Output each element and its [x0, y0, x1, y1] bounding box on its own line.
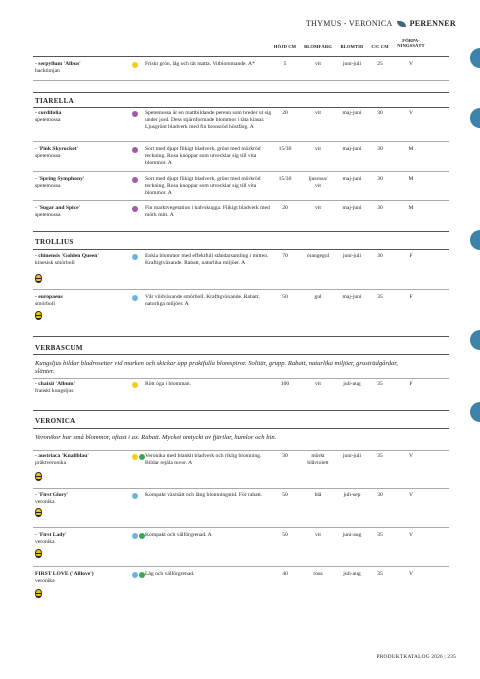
section-title-tiarella: TIARELLA [35, 97, 74, 105]
cell-time: juni-aug [342, 532, 362, 538]
site-indicators [132, 111, 138, 117]
cell-time: juli-aug [343, 381, 361, 387]
plant-name [35, 176, 125, 190]
col-header-height: HÖJD CM [273, 44, 297, 49]
section-title-trollius: TROLLIUS [35, 238, 74, 246]
cell-time: maj-juni [342, 146, 362, 152]
site-indicators [132, 206, 138, 212]
plant-common-name: spetemossa [35, 183, 61, 189]
blue-dot-icon [132, 572, 138, 578]
plant-name [35, 532, 125, 546]
cell-cc: 30 [377, 205, 383, 211]
plant-latin-name: - cordifolia [35, 110, 62, 116]
cell-time: juni-juli [342, 61, 362, 67]
plant-description: Spetemossa är en mattbildande perenn som breder ut sig under jord. Dess stjärnformade blommor i täta klasar. Ljusgrönt bladverk med fin bronsröd höstfärg. A [145, 110, 272, 130]
plant-description: Friskt grön, låg och tät matta. Vitblommande. A* [145, 61, 255, 67]
row-divider [33, 566, 449, 567]
cell-cc: 35 [377, 532, 383, 538]
row-divider [33, 141, 449, 142]
plant-latin-name: - chinensis 'Golden Queen' [35, 253, 99, 259]
cell-cc: 30 [377, 253, 383, 259]
plant-description: Sort med djupt flikigt bladverk, grönt med mörkröd teckning. Rosa knoppar som utvecklar sig till vita blommor. A [145, 146, 261, 166]
plant-description: Sort med djupt flikigt bladverk, grönt med mörkröd teckning. Rosa knoppar som utvecklar sig till vita blommor. A [145, 176, 261, 196]
purple-dot-icon [132, 147, 138, 153]
section-title-verbascum: VERBASCUM [35, 344, 83, 352]
cell-height: 40 [282, 571, 288, 577]
bee-icon [35, 589, 42, 598]
plant-name [35, 253, 125, 267]
plant-latin-name: FIRST LOVE ('Alllove') [35, 571, 94, 577]
row-divider [33, 171, 449, 172]
cell-pack: F [409, 381, 413, 387]
cell-pack: V [408, 532, 414, 538]
cell-height: 50 [282, 492, 288, 498]
plant-common-name: spetemossa [35, 153, 61, 159]
section-rule [33, 410, 449, 411]
plant-latin-name: - chaixii 'Album' [35, 381, 76, 387]
cell-pack: M [408, 176, 414, 182]
plant-name [35, 294, 125, 308]
plant-common-name: veronika [35, 539, 55, 545]
section-rule [33, 249, 449, 250]
cell-time: maj-juni [342, 110, 362, 116]
plant-name [35, 492, 125, 506]
plant-name [35, 205, 125, 219]
cell-height: 15/30 [278, 146, 292, 152]
header-category: PERENNER [409, 19, 456, 28]
section-intro-verbascum: Kungsljus bildar bladrosetter vid marken och skickar upp praktfulla blomspiror. Solitär, grupp. Rabatt, naturlika miljöer, grusträdgårdar, slänter. [35, 360, 398, 375]
cell-pack: M [408, 205, 414, 211]
cell-height: 50 [282, 532, 288, 538]
plant-description: Kompakt växtsätt och lång blomningstid. För rabatt. [145, 492, 263, 498]
cell-cc: 25 [377, 61, 383, 67]
section-rule [33, 107, 449, 108]
cell-height: 20 [282, 110, 288, 116]
plant-common-name: franskt kungsljus [35, 388, 74, 394]
site-indicators [132, 254, 138, 260]
plant-latin-name: - serpyllum 'Albus' [35, 61, 81, 67]
section-title-veronica: VERONICA [35, 417, 76, 425]
col-header-pack [393, 38, 429, 48]
cell-color: blå [314, 492, 322, 498]
cell-pack: V [408, 110, 414, 116]
plant-common-name: spetemossa [35, 117, 61, 123]
row-divider [33, 488, 449, 489]
cell-time: juni-juli [342, 253, 362, 259]
plant-name [35, 571, 125, 585]
cell-color: vit [315, 61, 321, 67]
plant-common-name: veronika [35, 499, 55, 505]
cell-time: maj-juni [342, 294, 362, 300]
plant-name [35, 381, 125, 395]
site-indicators [132, 454, 145, 460]
plant-description: Vår vildväxande smörboll. Kraftigväxande. Rabatt, naturliga miljöer. A [145, 294, 260, 307]
cell-pack: F [409, 294, 413, 300]
cell-height: 15/30 [278, 176, 292, 182]
plant-common-name: smörboll [35, 301, 55, 307]
row-divider [33, 200, 449, 201]
cell-color: gul [314, 294, 322, 300]
plant-name [35, 110, 125, 124]
plant-name [35, 146, 125, 160]
site-indicators [132, 533, 145, 539]
section-rule [33, 92, 449, 93]
cell-pack: M [408, 146, 414, 152]
cell-height: 20 [282, 205, 288, 211]
cell-color: mörkt blåviolett [307, 453, 329, 466]
plant-latin-name: - 'First Glory' [35, 492, 69, 498]
site-indicators [132, 572, 145, 578]
site-indicators [132, 147, 138, 153]
site-indicators [132, 62, 138, 68]
cell-pack: V [408, 61, 414, 67]
purple-dot-icon [132, 111, 138, 117]
plant-description: Kompakt och välförgrenad. A [145, 532, 212, 538]
row-divider [33, 527, 449, 528]
col-header-pack-l1: FÖRPA- [402, 38, 420, 43]
bee-icon [35, 549, 42, 558]
plant-common-name: präktveronika [35, 460, 67, 466]
chapter-tab[interactable] [470, 108, 480, 128]
cell-cc: 30 [377, 110, 383, 116]
plant-name [35, 61, 125, 75]
cell-time: maj-juni [342, 205, 362, 211]
plant-common-name: backtimjan [35, 68, 60, 74]
section-intro-veronica: Veronikor har små blommor, oftast i ax. Rabatt. Mycket omtyckt av fjärilar, humlor och bin. [35, 434, 277, 441]
chapter-tab[interactable] [470, 48, 480, 68]
cell-height: 50 [282, 294, 288, 300]
cell-cc: 30 [377, 176, 383, 182]
site-indicators [132, 382, 138, 388]
plant-common-name: veronika [35, 578, 55, 584]
plant-latin-name: - austriaca 'Knallblau' [35, 453, 89, 459]
cell-color: vit [315, 110, 321, 116]
yellow-dot-icon [132, 382, 138, 388]
cell-time: juni-juli [342, 453, 362, 459]
leaf-icon [397, 21, 406, 27]
cell-color: vit [315, 381, 321, 387]
plant-latin-name: - 'Spring Symphony' [35, 176, 85, 182]
header-rule [33, 56, 449, 57]
plant-description: Låg och välförgrenad. [145, 571, 195, 577]
cell-height: 70 [282, 253, 288, 259]
blue-dot-icon [132, 295, 138, 301]
site-indicators [132, 177, 138, 183]
col-header-pack-l2: NINGSSÄTT [397, 43, 425, 48]
cell-cc: 35 [377, 571, 383, 577]
bee-icon [35, 472, 42, 481]
site-indicators [132, 493, 138, 499]
section-rule [33, 428, 449, 429]
plant-latin-name: - europaeus [35, 294, 63, 300]
plant-latin-name: - 'First Lady' [35, 532, 67, 538]
col-header-spacing: C/C CM [371, 44, 389, 49]
plant-common-name: spetemossa [35, 212, 61, 218]
cell-cc: 30 [377, 146, 383, 152]
cell-color: vit [315, 205, 321, 211]
cell-time: maj-juni [342, 176, 362, 182]
row-divider [33, 80, 449, 81]
bee-icon [35, 508, 42, 517]
header-title: THYMUS - VERONICA [305, 19, 393, 28]
col-header-color: BLOMFÄRG [304, 44, 332, 49]
section-rule [33, 231, 449, 232]
page-header [306, 19, 456, 28]
row-divider [33, 289, 449, 290]
col-header-time: BLOMTID [340, 44, 364, 49]
section-rule [33, 336, 449, 337]
bee-icon [35, 274, 42, 283]
bee-icon [35, 311, 42, 320]
page-footer: PRODUKTKATALOG 2026 | 235 [376, 654, 456, 660]
cell-height: 100 [280, 381, 290, 387]
cell-cc: 30 [377, 492, 383, 498]
cell-color: ljusrosa/ vit [308, 176, 328, 189]
cell-height: 5 [283, 61, 287, 67]
purple-dot-icon [132, 177, 138, 183]
cell-height: 30 [282, 453, 288, 459]
cell-pack: V [408, 453, 414, 459]
cell-color: vit [315, 532, 321, 538]
blue-dot-icon [132, 254, 138, 260]
section-rule [33, 354, 449, 355]
blue-dot-icon [132, 533, 138, 539]
yellow-dot-icon [132, 62, 138, 68]
plant-name [35, 453, 125, 467]
plant-description: Fin marktvegetation i halvskugga. Flikigt bladverk med mörk mitt. A [145, 205, 270, 218]
cell-cc: 35 [377, 453, 383, 459]
cell-pack: F [409, 253, 413, 259]
cell-color: orangegul [306, 253, 330, 259]
chapter-tab[interactable] [470, 330, 480, 350]
plant-common-name: kinesisk smörboll [35, 260, 75, 266]
cell-color: rosa [313, 571, 323, 577]
row-divider [33, 450, 449, 451]
cell-color: vit [315, 146, 321, 152]
chapter-tab[interactable] [470, 230, 480, 250]
cell-cc: 35 [377, 381, 383, 387]
row-divider [33, 378, 449, 379]
cell-time: juli-sep [343, 492, 361, 498]
plant-description: Veronika med blanklt bladverk och riklig blomning. Bildar rejäla tuvor. A [145, 453, 262, 466]
plant-description: Rött öga i blomman. [145, 381, 191, 387]
cell-cc: 35 [377, 294, 383, 300]
site-indicators [132, 295, 138, 301]
plant-description: Enkla blommor med effektfull ståndarsamling i mitten. Kraftigtväxande. Rabatt, naturlika miljöer. A [145, 253, 269, 266]
blue-dot-icon [132, 493, 138, 499]
cell-pack: V [408, 492, 414, 498]
plant-latin-name: - 'Pink Skyrocket' [35, 146, 79, 152]
chapter-tab[interactable] [470, 402, 480, 422]
yellow-dot-icon [132, 454, 138, 460]
purple-dot-icon [132, 206, 138, 212]
cell-time: juli-aug [343, 571, 361, 577]
plant-latin-name: - 'Sugar and Spice' [35, 205, 81, 211]
cell-pack: V [408, 571, 414, 577]
